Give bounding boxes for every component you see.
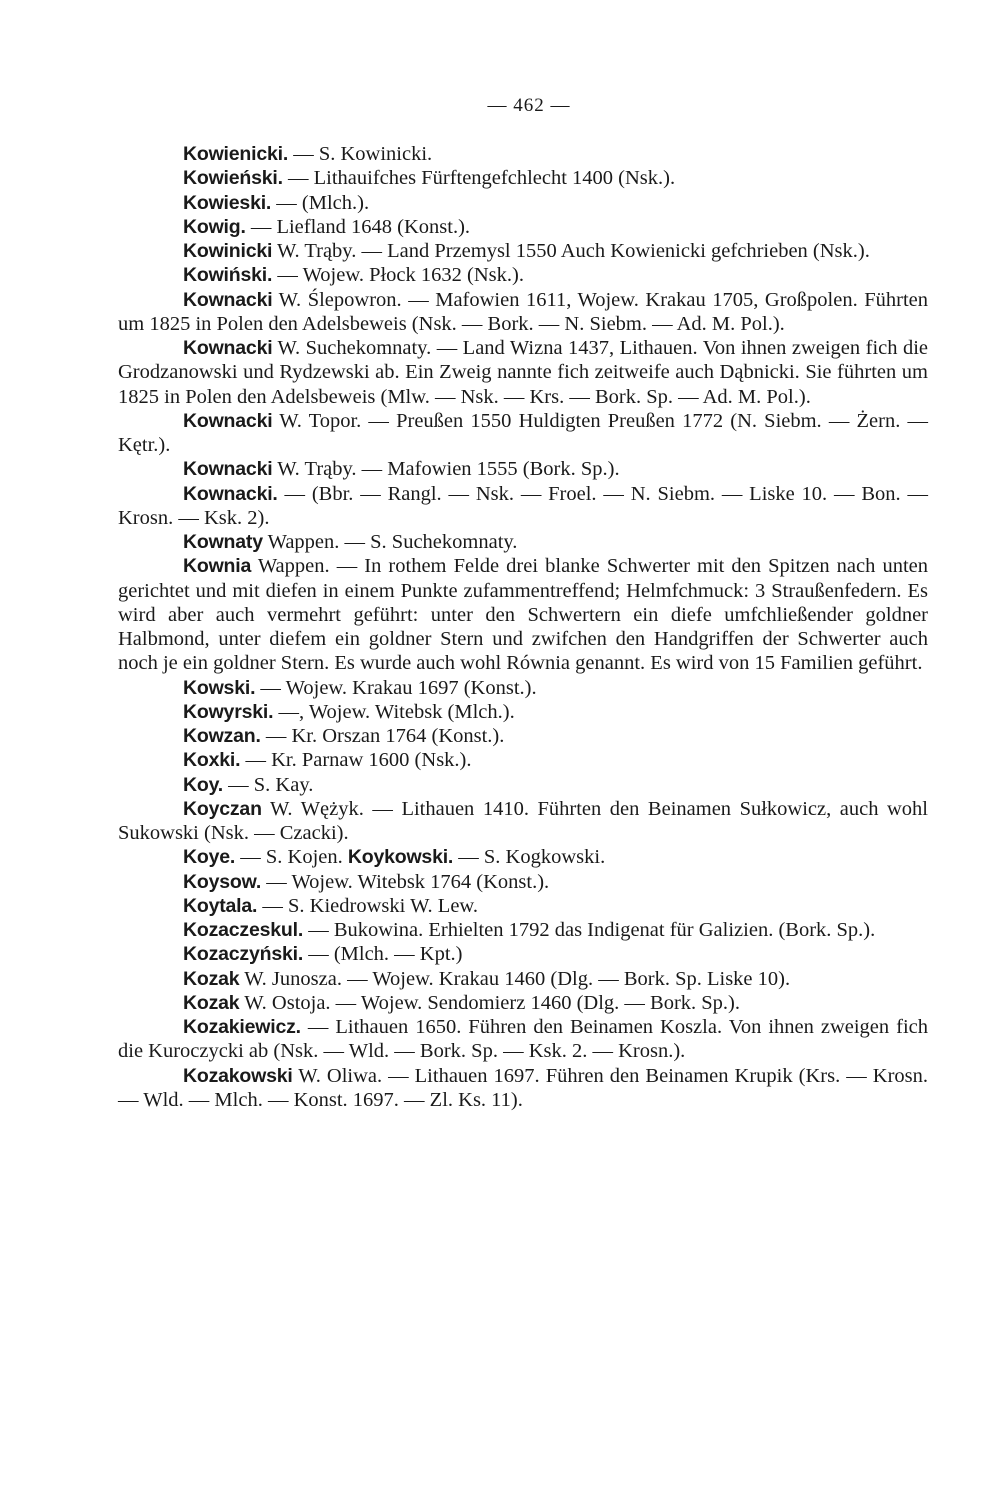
- entry: [118, 894, 928, 918]
- entry: [118, 554, 928, 675]
- entry: [118, 191, 928, 215]
- entry-text: W. Trąby. — Mafowien 1555 (Bork. Sp.).: [272, 458, 620, 481]
- entry: [118, 166, 928, 190]
- entry: [118, 967, 928, 991]
- entry-text: — Wojew. Płock 1632 (Nsk.).: [272, 264, 524, 287]
- entry-headword: Kozaczyński.: [183, 943, 304, 966]
- entry-headword: Koxki.: [183, 749, 241, 772]
- entry: [118, 336, 928, 409]
- entry: [118, 482, 928, 531]
- entry-headword: Kowzan.: [183, 725, 261, 747]
- entry-headword: Koy.: [183, 773, 224, 796]
- entry: [118, 530, 928, 554]
- entry-headword: Kozak: [183, 991, 240, 1014]
- entry-text: Wappen. — In rothem Felde drei blanke Schwerter mit den Spitzen nach unten gerichtet und mit diefen in einem Punkte zufammentreffend; Helmfchmuck: 3 Straußenfedern. Es wird aber auch vermehrt geführt: unter den Schwertern ein diefe umfchließender goldner Halbmond, unter diefem ein goldner Stern und zwifchen den Handgriffen der Schwerter auch noch je ein goldner Stern. Es wurde auch wohl Równia genannt. Es wird von 15 Familien geführt.: [118, 555, 928, 675]
- entry: [118, 676, 928, 700]
- entry-headword: Kozakiewicz.: [183, 1016, 301, 1038]
- entry-headword: Kowieński.: [183, 167, 283, 190]
- entry-text: W. Ostoja. — Wojew. Sendomierz 1460 (Dlg. — Bork. Sp.).: [239, 991, 741, 1014]
- entry-headword: Koytala.: [183, 894, 258, 917]
- entry-headword: Koye.: [183, 846, 236, 869]
- entry-headword: Kowieski.: [183, 191, 272, 214]
- entry-text: — S. Kowinicki.: [288, 143, 433, 165]
- entry-text: Wappen. — S. Suchekomnaty.: [262, 531, 518, 553]
- entry: [118, 239, 928, 263]
- entry-text: — (Mlch.).: [271, 191, 370, 214]
- entry-headword: Kownacki: [183, 458, 273, 481]
- entry-headword: Kowinicki: [183, 240, 273, 262]
- entry-headword: Kowski.: [183, 676, 256, 699]
- entry-headword: Kownacki.: [183, 482, 278, 505]
- entry-headword: Kozaczeskul.: [183, 919, 304, 941]
- entry: [118, 215, 928, 239]
- entry-text: W. Suchekomnaty. — Land Wizna 1437, Lithauen. Von ihnen zweigen fich die Grodzanowski und Rydzewski ab. Ein Zweig nannte fich zeitweife auch Dąbnicki. Sie führten um 1825 in Polen den Adelsbeweis (Mlw. — Nsk. — Krs. — Bork. Sp. — Ad. M. Pol.).: [118, 337, 928, 408]
- entry-headword: Kozakowski: [183, 1064, 293, 1087]
- entry-headword: Kozak: [183, 967, 240, 990]
- entry-headword: Koyczan: [183, 797, 262, 820]
- entry: [118, 845, 928, 869]
- entry: [118, 457, 928, 481]
- entry-text: — (Mlch. — Kpt.): [303, 943, 463, 966]
- entry-text: — S. Kogkowski.: [453, 846, 606, 869]
- entry-text: — Lithauifches Fürftengefchlecht 1400 (Nsk.).: [282, 167, 676, 190]
- entry: [118, 773, 928, 797]
- entry: [118, 748, 928, 772]
- entry: [118, 991, 928, 1015]
- entry: [118, 263, 928, 287]
- entry-text: — Bukowina. Erhielten 1792 das Indigenat für Galizien. (Bork. Sp.).: [303, 919, 876, 941]
- entry: [118, 288, 928, 337]
- entry-text: — Kr. Orszan 1764 (Konst.).: [260, 725, 505, 747]
- entry-headword: Kowyrski.: [183, 700, 274, 723]
- entry-list: [118, 142, 928, 1112]
- entry-text: — Kr. Parnaw 1600 (Nsk.).: [240, 749, 472, 772]
- entry-text: — Wojew. Krakau 1697 (Konst.).: [255, 676, 537, 699]
- entry-headword: Kownacki: [183, 337, 273, 359]
- entry-text: — S. Kojen.: [235, 846, 343, 869]
- entry-text: — S. Kiedrowski W. Lew.: [257, 894, 479, 917]
- entry: [118, 142, 928, 166]
- entry-text: W. Trąby. — Land Przemysl 1550 Auch Kowienicki gefchrieben (Nsk.).: [272, 240, 870, 262]
- entry: [118, 942, 928, 966]
- entry: [118, 1015, 928, 1064]
- entry: [118, 1064, 928, 1113]
- entry-text: — Liefland 1648 (Konst.).: [245, 215, 471, 238]
- entry-text: W. Oliwa. — Lithauen 1697. Führen den Beinamen Krupik (Krs. — Krosn. — Wld. — Mlch. — Konst. 1697. — Zl. Ks. 11).: [118, 1064, 928, 1111]
- entry-headword: Kownia: [183, 555, 252, 578]
- entry-headword: Koysow.: [183, 870, 262, 893]
- entry-headword: Kowienicki.: [183, 143, 289, 165]
- entry-text: W. Junosza. — Wojew. Krakau 1460 (Dlg. — Bork. Sp. Liske 10).: [239, 967, 791, 990]
- entry: [118, 870, 928, 894]
- entry: [118, 409, 928, 458]
- entry-text: — Lithauen 1650. Führen den Beinamen Koszla. Von ihnen zweigen fich die Kuroczycki ab (Nsk. — Wld. — Bork. Sp. — Ksk. 2. — Krosn.).: [118, 1016, 928, 1063]
- entry-text: — S. Kay.: [223, 773, 314, 796]
- entry-text: —, Wojew. Witebsk (Mlch.).: [273, 700, 515, 723]
- entry-headword: Kownacki: [183, 409, 273, 432]
- entry: [118, 797, 928, 846]
- document-page: [118, 95, 928, 1112]
- entry-text: W. Wężyk. — Lithauen 1410. Führten den Beinamen Sułkowicz, auch wohl Sukowski (Nsk. — Czacki).: [118, 797, 928, 844]
- entry-text: — (Bbr. — Rangl. — Nsk. — Froel. — N. Siebm. — Liske 10. — Bon. — Krosn. — Ksk. 2).: [118, 482, 928, 529]
- entry: [118, 724, 928, 748]
- entry-headword: Koykowski.: [347, 846, 454, 869]
- entry-headword: Kowiński.: [183, 264, 273, 287]
- entry-text: — Wojew. Witebsk 1764 (Konst.).: [261, 870, 550, 893]
- entry-headword: Kownacki: [183, 288, 273, 311]
- entry-text: W. Ślepowron. — Mafowien 1611, Wojew. Krakau 1705, Großpolen. Führten um 1825 in Polen den Adelsbeweis (Nsk. — Bork. — N. Siebm. — Ad. M. Pol.).: [118, 288, 928, 335]
- entry-text: W. Topor. — Preußen 1550 Huldigten Preußen 1772 (N. Siebm. — Żern. — Kętr.).: [118, 409, 928, 456]
- entry-headword: Kownaty: [183, 531, 263, 553]
- entry-headword: Kowig.: [183, 215, 246, 238]
- page-number: — 462 —: [487, 95, 571, 116]
- entry: [118, 918, 928, 942]
- entry: [118, 700, 928, 724]
